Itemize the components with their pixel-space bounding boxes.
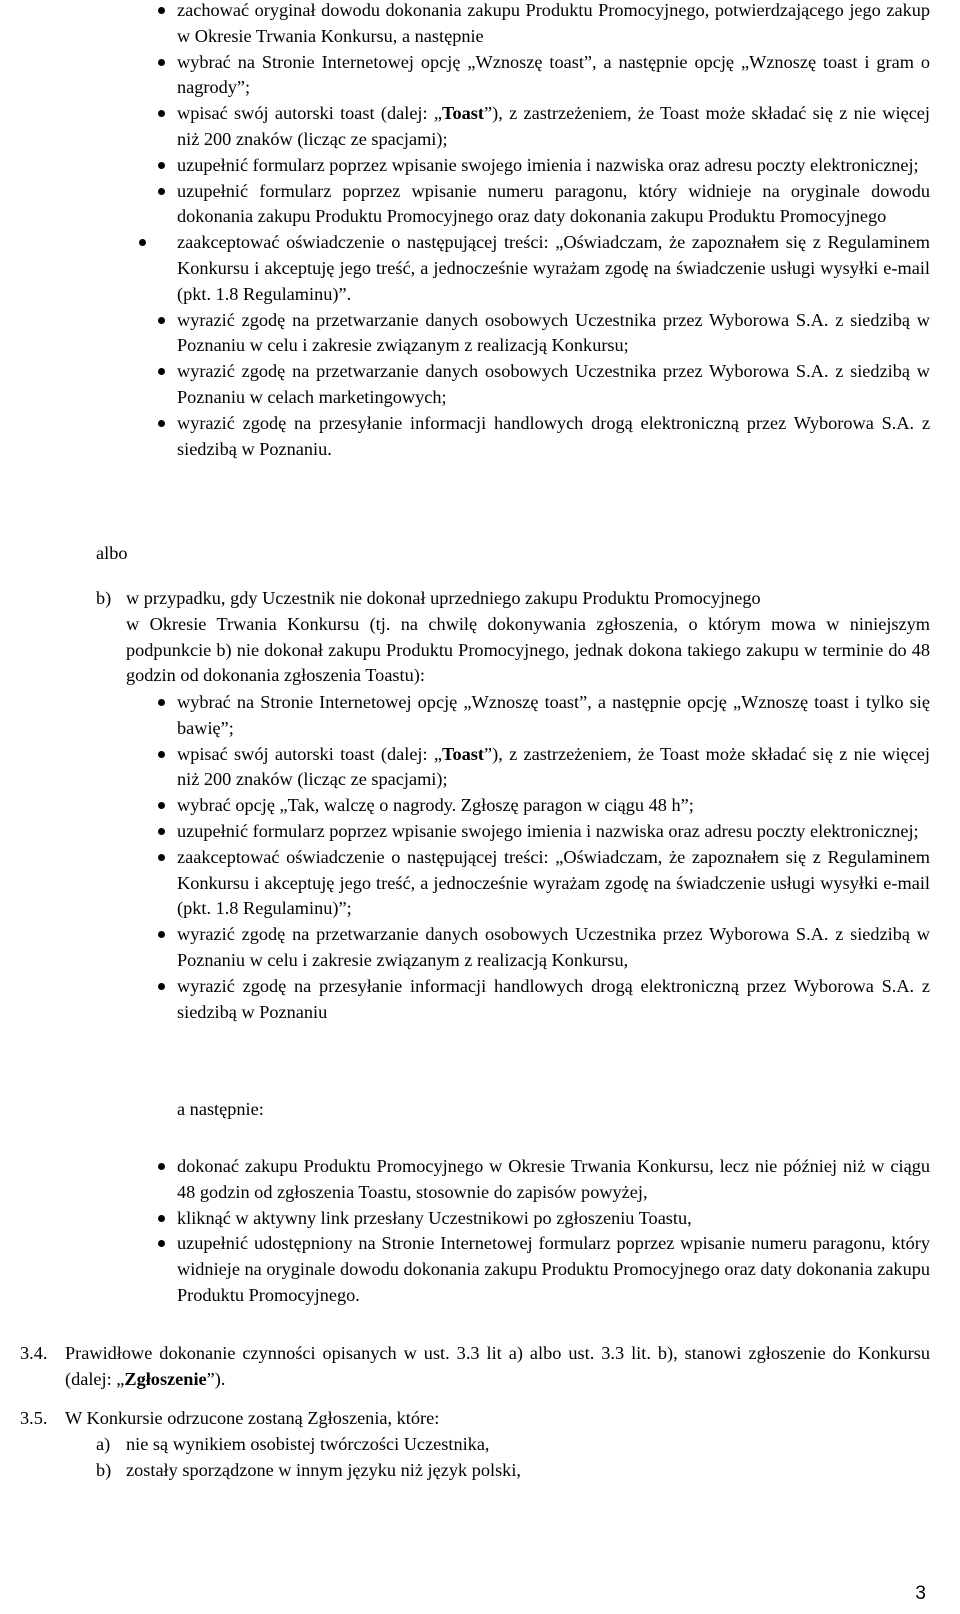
bullet-icon (158, 317, 165, 324)
list-item: wyrazić zgodę na przetwarzanie danych osobowych Uczestnika przez Wyborowa S.A. z siedzibą w Poznaniu w celu i zakresie związanym z realizacją Konkursu; (177, 308, 930, 360)
list-item: zaakceptować oświadczenie o następującej treści: „Oświadczam, że zapoznałem się z Regulaminem Konkursu i akceptuję jego treść, a jednocześnie wyrażam zgodę na świadczenie usługi wysyłki e-mail (pkt. 1.8 Regulaminu)”. (177, 230, 930, 307)
list-item: uzupełnić udostępniony na Stronie Internetowej formularz poprzez wpisanie numeru paragonu, który widnieje na oryginale dowodu dokonania zakupu Produktu Promocyjnego oraz daty dokonania zakupu Produktu Promocyjnego. (177, 1231, 930, 1308)
section-3-4: 3.4. Prawidłowe dokonanie czynności opisanych w ust. 3.3 lit a) albo ust. 3.3 lit. b), stanowi zgłoszenie do Konkursu (dalej: „Zgłoszenie”). (20, 1343, 930, 1389)
bullet-icon (158, 699, 165, 706)
list-item: dokonać zakupu Produktu Promocyjnego w Okresie Trwania Konkursu, lecz nie później niż w ciągu 48 godzin od zgłoszenia Toastu, stosownie do zapisów powyżej, (177, 1154, 930, 1206)
section-3-5: 3.5. W Konkursie odrzucone zostaną Zgłoszenia, które: (20, 1406, 930, 1432)
list-item: wybrać na Stronie Internetowej opcję „Wznoszę toast”, a następnie opcję „Wznoszę toast i tylko się bawię”; (177, 690, 930, 742)
albo-separator: albo (96, 543, 128, 563)
bullet-icon (158, 854, 165, 861)
bullet-icon (158, 983, 165, 990)
then-label: a następnie: (177, 1099, 264, 1119)
list-item: wyrazić zgodę na przetwarzanie danych osobowych Uczestnika przez Wyborowa S.A. z siedzibą w Poznaniu w celu i zakresie związanym z realizacją Konkursu, (177, 922, 930, 974)
list-item: wpisać swój autorski toast (dalej: „Toast”), z zastrzeżeniem, że Toast może składać się z nie więcej niż 200 znaków (licząc ze spacjami); (177, 101, 930, 153)
bullet-icon (158, 1215, 165, 1222)
bullet-icon (158, 368, 165, 375)
list-item: wyrazić zgodę na przesyłanie informacji handlowych drogą elektroniczną przez Wyborowa S.A. z siedzibą w Poznaniu. (177, 411, 930, 463)
list-item: kliknąć w aktywny link przesłany Uczestnikowi po zgłoszeniu Toastu, (177, 1206, 930, 1232)
option-b-label: b) (96, 588, 112, 608)
bullet-icon (158, 59, 165, 66)
bullet-icon (158, 931, 165, 938)
option-b-paragraph: b) w przypadku, gdy Uczestnik nie dokonał uprzedniego zakupu Produktu Promocyjnego w Okresie Trwania Konkursu (tj. na chwilę dokonywania zgłoszenia, o którym mowa w niniejszym podpunkcie b) nie dokonał zakupu Produktu Promocyjnego, jednak dokona takiego zakupu w terminie do 48 godzin od dokonania zgłoszenia Toastu): (96, 588, 930, 686)
bullet-icon (158, 828, 165, 835)
requirements-list-a (177, 0, 930, 462)
bullet-icon (158, 1240, 165, 1247)
list-item: wyrazić zgodę na przetwarzanie danych osobowych Uczestnika przez Wyborowa S.A. z siedzibą w Poznaniu w celach marketingowych; (177, 359, 930, 411)
requirements-list-c (177, 1154, 930, 1309)
bullet-icon (158, 751, 165, 758)
bullet-icon (158, 162, 165, 169)
section-3-5-item-b: b) zostały sporządzone w innym języku niż język polski, (96, 1460, 521, 1480)
bullet-icon (158, 110, 165, 117)
section-3-5-item-a: a) nie są wynikiem osobistej twórczości Uczestnika, (96, 1434, 490, 1454)
bullet-icon (158, 420, 165, 427)
bullet-icon (158, 1163, 165, 1170)
list-item: wybrać na Stronie Internetowej opcję „Wznoszę toast”, a następnie opcję „Wznoszę toast i gram o nagrody”; (177, 50, 930, 102)
list-item: uzupełnić formularz poprzez wpisanie swojego imienia i nazwiska oraz adresu poczty elektronicznej; (177, 819, 930, 845)
list-item: uzupełnić formularz poprzez wpisanie swojego imienia i nazwiska oraz adresu poczty elektronicznej; (177, 153, 930, 179)
bullet-icon (158, 802, 165, 809)
bullet-icon (158, 7, 165, 14)
list-item: wpisać swój autorski toast (dalej: „Toast”), z zastrzeżeniem, że Toast może składać się z nie więcej niż 200 znaków (licząc ze spacjami); (177, 742, 930, 794)
list-item: zachować oryginał dowodu dokonania zakupu Produktu Promocyjnego, potwierdzającego jego zakup w Okresie Trwania Konkursu, a następnie (177, 0, 930, 50)
requirements-list-b (177, 690, 930, 1025)
bullet-icon (139, 239, 146, 246)
list-item: zaakceptować oświadczenie o następującej treści: „Oświadczam, że zapoznałem się z Regulaminem Konkursu i akceptuję jego treść, a jednocześnie wyrażam zgodę na świadczenie usługi wysyłki e-mail (pkt. 1.8 Regulaminu)”; (177, 845, 930, 922)
page-number: 3 (915, 1583, 926, 1604)
list-item: wybrać opcję „Tak, walczę o nagrody. Zgłoszę paragon w ciągu 48 h”; (177, 793, 930, 819)
section-number: 3.4. (20, 1343, 48, 1363)
section-number: 3.5. (20, 1408, 48, 1428)
list-item: wyrazić zgodę na przesyłanie informacji handlowych drogą elektroniczną przez Wyborowa S.A. z siedzibą w Poznaniu (177, 974, 930, 1026)
bullet-icon (158, 188, 165, 195)
list-item: uzupełnić formularz poprzez wpisanie numeru paragonu, który widnieje na oryginale dowodu dokonania zakupu Produktu Promocyjnego oraz daty dokonania zakupu Produktu Promocyjnego (177, 179, 930, 231)
